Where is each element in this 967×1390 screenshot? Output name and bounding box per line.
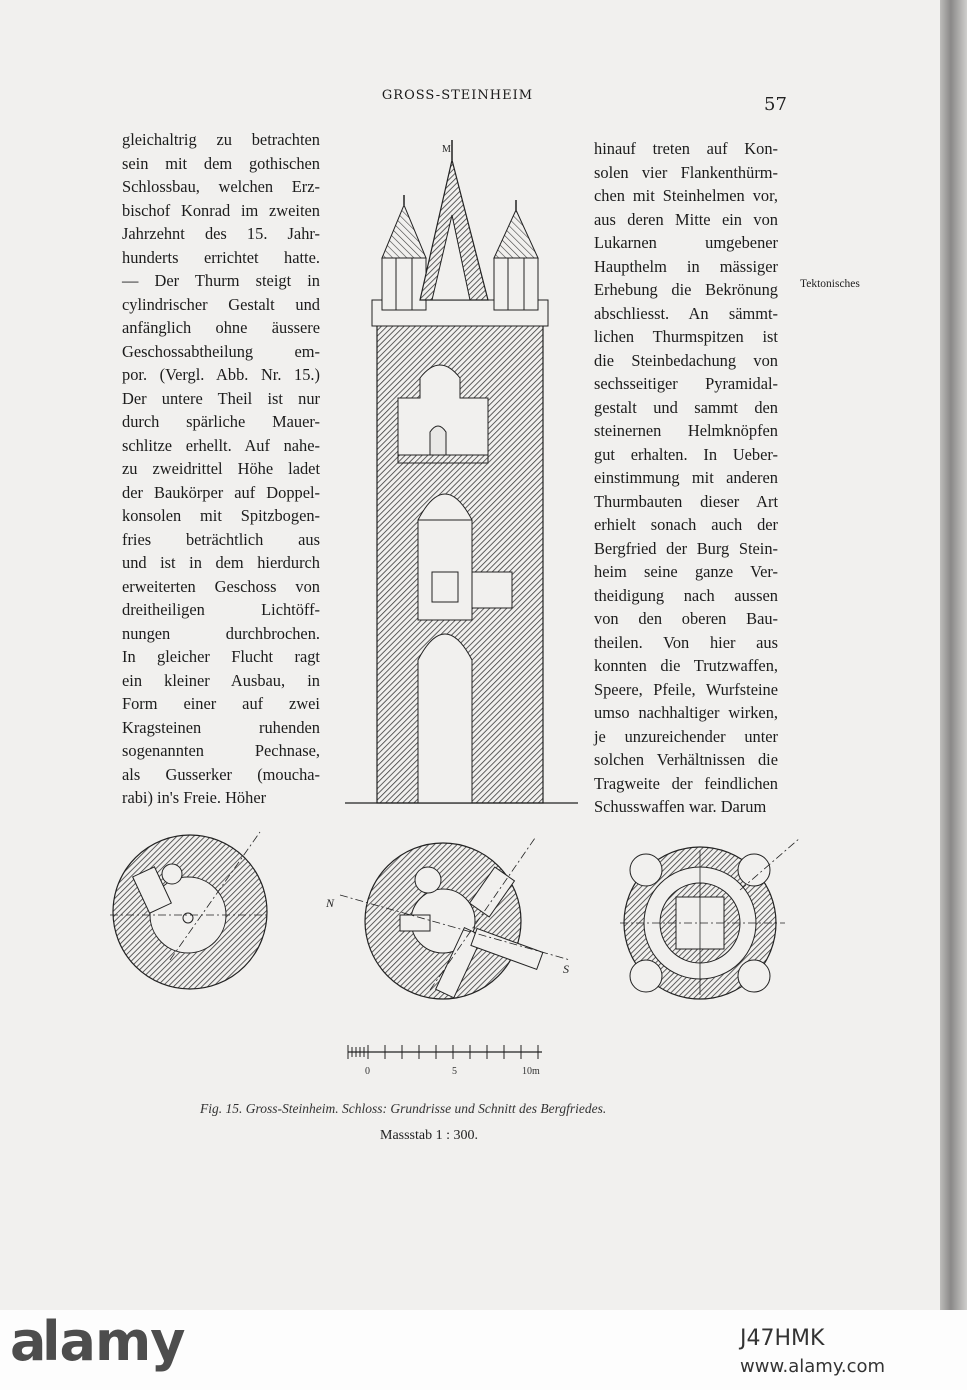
text-line: umso nachhaltiger wirken, xyxy=(594,703,778,722)
text-line: durch spärliche Mauer- xyxy=(122,412,320,431)
page-edge xyxy=(940,0,967,1310)
svg-text:lamy: lamy xyxy=(42,1310,185,1373)
text-line: In gleicher Flucht ragt xyxy=(122,647,320,666)
south-label: S xyxy=(563,962,569,976)
text-line: sechsseitiger Pyramidal- xyxy=(594,374,778,393)
text-line: Jahrzehnt des 15. Jahr- xyxy=(122,224,320,243)
text-line: schlitze erhellt. Auf nahe- xyxy=(122,435,320,455)
running-head: GROSS-STEINHEIM xyxy=(381,88,534,103)
text-line: Der untere Theil ist nur xyxy=(122,388,320,408)
text-line: Thurmbauten dieser Art xyxy=(594,491,778,511)
text-line: heim seine ganze Ver- xyxy=(594,562,778,581)
text-line: Schusswaffen war. Darum xyxy=(594,797,767,816)
margin-note: Tektonisches xyxy=(800,278,860,290)
text-line: erhielt sonach auch der xyxy=(594,515,778,534)
text-line: gleichaltrig zu betrachten xyxy=(122,130,320,149)
scale-statement: Massstab 1 : 300. xyxy=(380,1128,478,1143)
text-line: nungen durchbrochen. xyxy=(122,623,320,643)
text-line: Erhebung die Bekrönung xyxy=(594,280,778,299)
text-line: erweiterten Geschoss von xyxy=(122,576,320,596)
text-line: chen mit Steinhelmen vor, xyxy=(594,186,778,205)
text-line: solen vier Flankenthürm- xyxy=(594,162,778,182)
text-line: zu zweidrittel Höhe ladet xyxy=(122,459,320,478)
text-line: Lukarnen umgebener xyxy=(594,233,778,252)
text-line: — Der Thurm steigt in xyxy=(122,271,320,290)
text-line: der Baukörper auf Doppel- xyxy=(122,482,320,502)
text-line: steinernen Helmknöpfen xyxy=(594,421,778,440)
north-label: N xyxy=(326,896,335,910)
text-line: solchen Verhältnissen die xyxy=(594,750,778,769)
scale-label-10: 10m xyxy=(522,1066,540,1077)
svg-text:a: a xyxy=(10,1310,46,1373)
text-line: als Gusserker (moucha- xyxy=(122,764,320,784)
text-line: Geschossabtheilung em- xyxy=(122,341,320,361)
text-line: abschliesst. An sämmt- xyxy=(594,303,778,323)
text-line: Speere, Pfeile, Wurfsteine xyxy=(594,679,778,699)
text-line: cylindrischer Gestalt und xyxy=(122,294,320,314)
text-line: sein mit dem gothischen xyxy=(122,153,320,173)
text-line: fries beträchtlich aus xyxy=(122,529,320,549)
text-line: gut erhalten. In Ueber- xyxy=(594,444,778,464)
text-line: und ist in dem hierdurch xyxy=(122,553,320,572)
text-line: por. (Vergl. Abb. Nr. 15.) xyxy=(122,365,320,384)
text-line: Haupthelm in mässiger xyxy=(594,256,778,276)
text-line: konnten die Trutzwaffen, xyxy=(594,656,778,675)
page-number: 57 xyxy=(764,94,787,115)
text-line: bischof Konrad im zweiten xyxy=(122,200,320,220)
watermark-url: www.alamy.com xyxy=(740,1356,886,1377)
text-line: lichen Thurmspitzen ist xyxy=(594,327,778,346)
text-line: dreitheiligen Lichtöff- xyxy=(122,600,320,619)
text-line: Schlossbau, welchen Erz- xyxy=(122,177,320,196)
left-text-column xyxy=(122,128,320,810)
watermark-brand xyxy=(0,0,1,1)
text-line: ein kleiner Ausbau, in xyxy=(122,670,320,690)
text-line: hunderts errichtet hatte. xyxy=(122,247,320,267)
scale-label-5: 5 xyxy=(452,1066,457,1077)
right-text-column xyxy=(594,137,778,819)
text-line: je unzureichender unter xyxy=(594,726,778,746)
text-line: die Steinbedachung von xyxy=(594,350,778,370)
text-line: aus deren Mitte ein von xyxy=(594,209,778,229)
figure-caption: Fig. 15. Gross-Steinheim. Schloss: Grundrisse und Schnitt des Bergfriedes. xyxy=(200,1101,607,1116)
svg-text:M: M xyxy=(442,144,451,155)
text-line: von den oberen Bau- xyxy=(594,609,778,628)
scale-label-0: 0 xyxy=(365,1066,370,1077)
text-line: einstimmung mit anderen xyxy=(594,468,778,487)
text-line: theidigung nach aussen xyxy=(594,585,778,605)
text-line: Tragweite der feindlichen xyxy=(594,773,778,793)
text-line: rabi) in's Freie. Höher xyxy=(122,788,267,807)
text-line: anfänglich ohne äussere xyxy=(122,318,320,337)
text-line: Form einer auf zwei xyxy=(122,694,320,713)
text-line: sogenannten Pechnase, xyxy=(122,741,320,760)
text-line: theilen. Von hier aus xyxy=(594,632,778,652)
watermark-id: J47HMK xyxy=(740,1326,825,1351)
text-line: Kragsteinen ruhenden xyxy=(122,717,320,737)
text-line: gestalt und sammt den xyxy=(594,397,778,417)
text-line: hinauf treten auf Kon- xyxy=(594,139,778,158)
text-line: konsolen mit Spitzbogen- xyxy=(122,506,320,525)
text-line: Bergfried der Burg Stein- xyxy=(594,538,778,558)
